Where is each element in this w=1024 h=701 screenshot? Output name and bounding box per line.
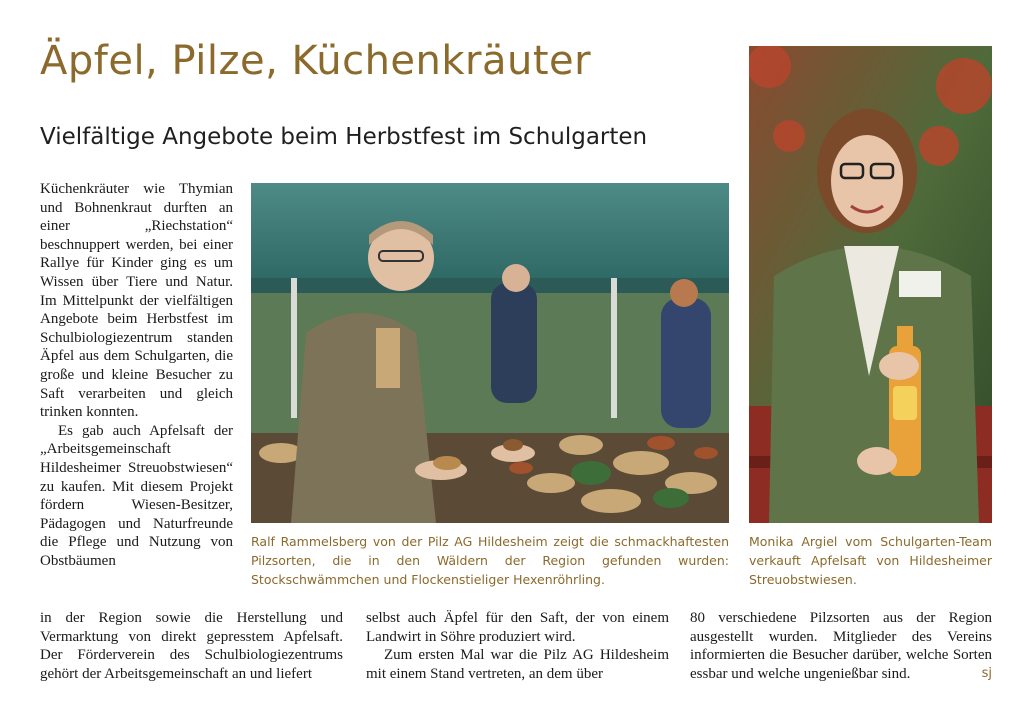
paragraph-2-end: selbst auch Äpfel für den Saft, der von einem Landwirt in Söhre produziert wird. xyxy=(366,610,669,645)
paragraph-1: Küchenkräuter wie Thymian und Bohnenkraut durften an einer „Riechstation“ beschnuppert werden, bei einer Rallye für Kinder ging es um Wissen über Tiere und Natur. Im Mittelpunkt der vielfältigen Angebote beim Herbstfest im Schulbiologiezentrum standen Äpfel aus dem Schulgarten, die große und kleine Besucher zu Saft verarbeiten und gleich trinken konnten. xyxy=(40,181,233,421)
photo-apple-juice-caption: Monika Argiel vom Schulgarten-Team verkauft Apfelsaft von Hildesheimer Streuobstwiesen. xyxy=(749,534,992,587)
paragraph-3: Zum ersten Mal war die Pilz AG Hildesheim mit einem Stand vertreten, an dem über xyxy=(366,647,669,682)
article-column-2 xyxy=(366,609,669,683)
photo-mushroom-stand xyxy=(251,183,729,523)
photo-mushroom-stand-image xyxy=(251,183,729,523)
paragraph-3-end xyxy=(690,609,992,683)
headline: Äpfel, Pilze, Küchenkräuter xyxy=(40,38,592,84)
article-column-1 xyxy=(40,180,233,570)
subheadline: Vielfältige Angebote beim Herbstfest im Schulgarten xyxy=(40,124,648,150)
paragraph-2-continued: in der Region sowie die Herstellung und Vermarktung von direkt gepresstem Apfelsaft. Der Förderverein des Schulbiologiezentrums gehört der Arbeitsgemeinschaft an und liefert xyxy=(40,610,343,682)
article-column-3 xyxy=(690,609,992,683)
paragraph-2: Es gab auch Apfelsaft der „Arbeitsgemeinschaft Hildesheimer Streuobstwiesen“ zu kaufen. Mit diesem Projekt fördern Wiesen-Besitzer, Pädagogen und Naturfreunde die Pflege und Nutzung von Obstbäumen xyxy=(40,422,233,569)
author-signature: sj xyxy=(981,665,992,681)
photo-apple-juice-image xyxy=(749,46,992,523)
photo-mushroom-stand-caption: Ralf Rammelsberg von der Pilz AG Hildesheim zeigt die schmackhaftesten Pilzsorten, die in den Wäldern der Region gefunden wurden: Stockschwämmchen und Flockenstieliger Hexenröhrling. xyxy=(251,534,729,587)
paragraph-3-end-text: 80 verschiedene Pilzsorten aus der Region ausgestellt wurden. Mitglieder des Vereins informierten die Besucher darüber, welche Sorten essbar und welche ungenießbar sind. xyxy=(690,610,992,682)
photo-apple-juice xyxy=(749,46,992,523)
